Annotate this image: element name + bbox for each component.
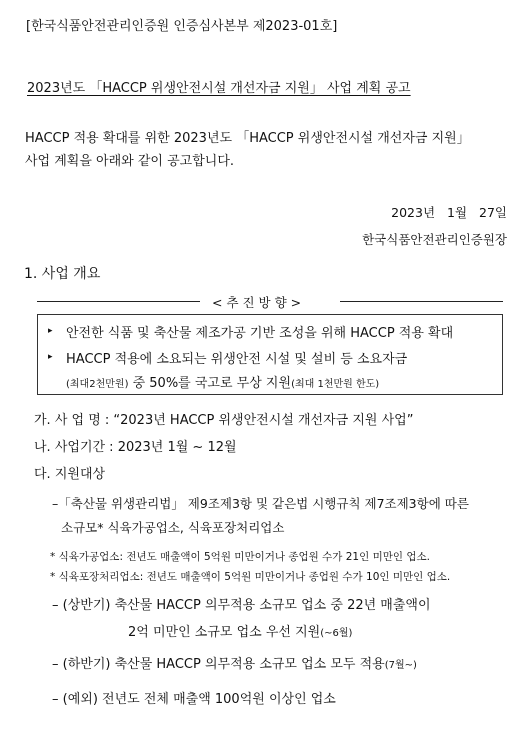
target-2-text: 2억 미만인 소규모 업소 우선 지원	[128, 625, 321, 640]
announcement-date: 2023년 1월 27일	[391, 205, 507, 220]
direction-bullet-2: HACCP 적용에 소요되는 위생안전 시설 및 설비 등 소요자금	[66, 352, 408, 367]
project-name-item: 가. 사 업 명 : “2023년 HACCP 위생안전시설 개선자금 지원 사업”	[34, 413, 414, 428]
target-2-period: (~6월)	[320, 628, 353, 639]
bullet-triangle-icon: ▸	[48, 326, 53, 336]
footnote-meat-packaging: * 식육포장처리업소: 전년도 매출액이 5억원 미만이거나 종업원 수가 10인 미만인 업소.	[50, 571, 451, 583]
target-4-exception: – (예외) 전년도 전체 매출액 100억원 이상인 업소	[52, 692, 336, 707]
intro-line-2: 사업 계획을 아래와 같이 공고합니다.	[25, 154, 235, 169]
limit-note: (최대 1천만원 한도)	[291, 379, 380, 390]
document-title: 2023년도 「HACCP 위생안전시설 개선자금 지원」 사업 계획 공고	[27, 81, 411, 96]
target-1-line-2: 소규모* 식육가공업소, 식육포장처리업소	[61, 520, 285, 535]
section-title: 1. 사업 개요	[24, 266, 101, 282]
target-2-line-2	[128, 621, 352, 640]
direction-bullet-1: 안전한 식품 및 축산물 제조가공 기반 조성을 위해 HACCP 적용 확대	[66, 326, 454, 341]
target-3	[52, 653, 417, 672]
document-reference-number: [한국식품안전관리인증원 인증심사본부 제2023-01호]	[26, 19, 338, 34]
target-3-period: (7월~)	[384, 660, 417, 671]
divider-line-left	[37, 301, 200, 302]
footnote-meat-processing: * 식육가공업소: 전년도 매출액이 5억원 미만이거나 종업원 수가 21인 미만인 업소.	[50, 551, 430, 563]
bullet-triangle-icon: ▸	[48, 352, 53, 362]
support-target-item: 다. 지원대상	[34, 467, 106, 482]
max-amount-note: (최대2천만원)	[66, 379, 129, 390]
issuing-organization: 한국식품안전관리인증원장	[362, 232, 507, 247]
direction-bullet-2-continuation	[66, 372, 379, 391]
intro-line-1: HACCP 적용 확대를 위한 2023년도 「HACCP 위생안전시설 개선자금 지원」	[25, 131, 470, 146]
subsidy-ratio-text: 중 50%를 국고로 무상 지원	[128, 376, 292, 391]
target-3-text: – (하반기) 축산물 HACCP 의무적용 소규모 업소 모두 적용	[52, 657, 385, 672]
project-period-item: 나. 사업기간 : 2023년 1월 ~ 12월	[34, 440, 237, 455]
target-1-line-1: –「축산물 위생관리법」 제9조제3항 및 같은법 시행규칙 제7조제3항에 따른	[52, 496, 469, 511]
divider-line-right	[340, 301, 503, 302]
direction-label: < 추 진 방 향 >	[212, 295, 302, 310]
target-2-line-1: – (상반기) 축산물 HACCP 의무적용 소규모 업소 중 22년 매출액이	[52, 598, 431, 613]
